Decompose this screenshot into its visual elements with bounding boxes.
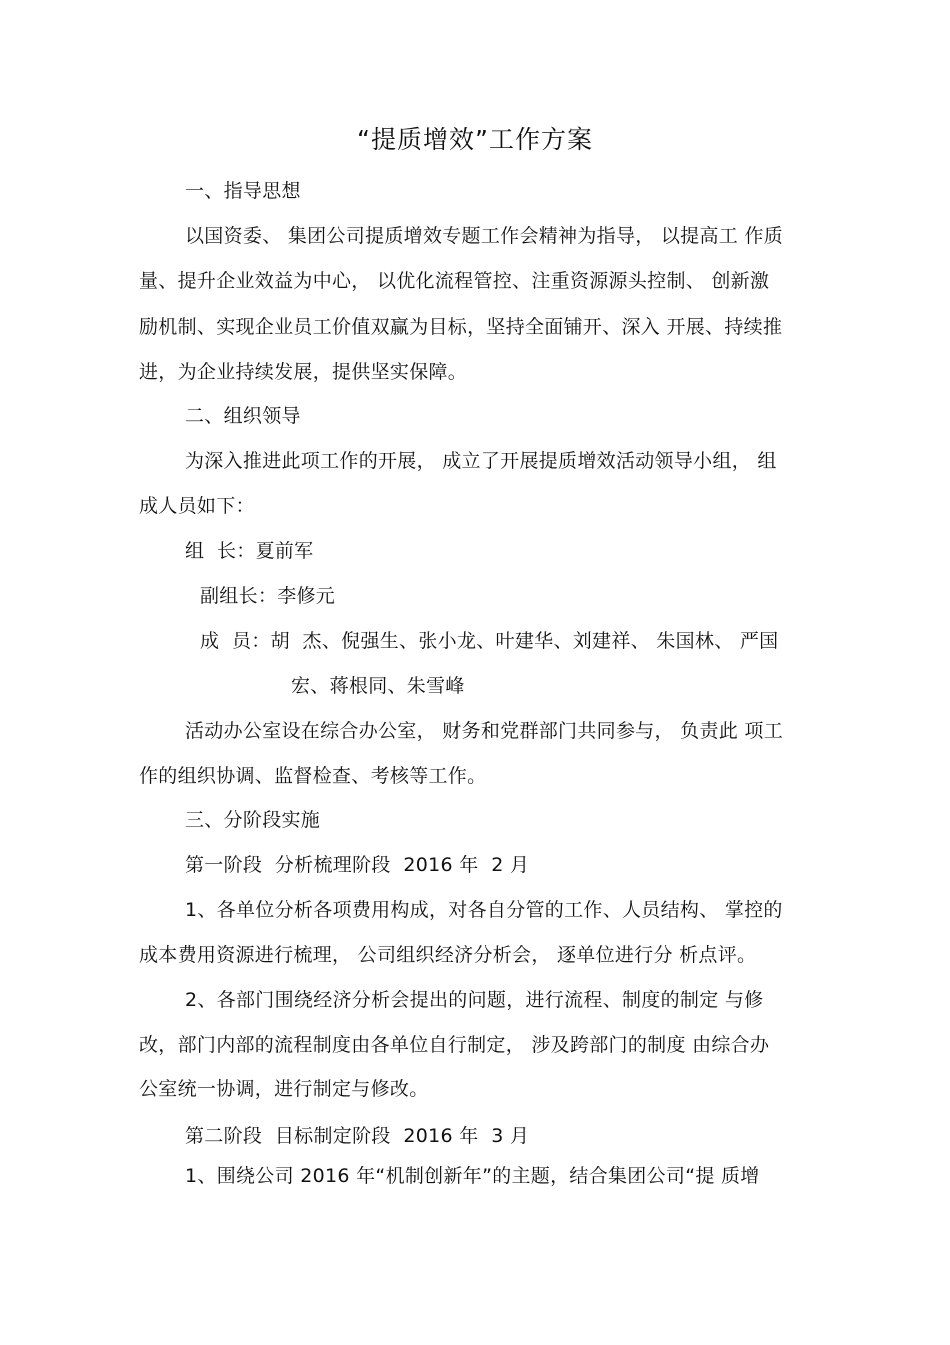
page-title: “提质增效”工作方案 bbox=[357, 125, 593, 154]
deputy-leader-line: 副组长：李修元 bbox=[200, 585, 336, 607]
paragraph-line: 改，部门内部的流程制度由各单位自行制定， 涉及跨部门的制度 由综合办 bbox=[139, 1034, 770, 1056]
paragraph-line: 1、各单位分析各项费用构成，对各自分管的工作、人员结构、 掌控的 bbox=[185, 899, 783, 921]
paragraph-line: 量、提升企业效益为中心， 以优化流程管控、注重资源源头控制、 创新激 bbox=[139, 270, 770, 292]
paragraph-line: 为深入推进此项工作的开展， 成立了开展提质增效活动领导小组， 组 bbox=[185, 450, 777, 472]
team-leader-line: 组 长：夏前军 bbox=[185, 540, 314, 562]
section-heading-guiding-thought: 一、指导思想 bbox=[185, 180, 301, 202]
phase-heading-first: 第一阶段 分析梳理阶段 2016 年 2 月 bbox=[185, 854, 530, 876]
members-line-continued: 宏、蒋根同、朱雪峰 bbox=[291, 675, 465, 697]
phase-heading-second: 第二阶段 目标制定阶段 2016 年 3 月 bbox=[185, 1125, 530, 1147]
paragraph-line: 成人员如下： bbox=[139, 495, 255, 517]
section-heading-organization: 二、组织领导 bbox=[185, 405, 301, 427]
section-heading-phased-implementation: 三、分阶段实施 bbox=[185, 809, 321, 831]
paragraph-line: 成本费用资源进行梳理， 公司组织经济分析会， 逐单位进行分 析点评。 bbox=[139, 944, 757, 966]
paragraph-line: 作的组织协调、监督检查、考核等工作。 bbox=[139, 765, 487, 787]
paragraph-line: 1、围绕公司 2016 年“机制创新年”的主题，结合集团公司“提 质增 bbox=[185, 1165, 760, 1187]
paragraph-line: 励机制、实现企业员工价值双赢为目标，坚持全面铺开、深入 开展、持续推 bbox=[139, 316, 783, 338]
paragraph-line: 2、各部门围绕经济分析会提出的问题，进行流程、制度的制定 与修 bbox=[185, 989, 764, 1011]
members-line: 成 员：胡 杰、倪强生、张小龙、叶建华、刘建祥、 朱国林、 严国 bbox=[200, 630, 779, 652]
paragraph-line: 公室统一协调，进行制定与修改。 bbox=[139, 1078, 429, 1100]
paragraph-line: 以国资委、 集团公司提质增效专题工作会精神为指导， 以提高工 作质 bbox=[185, 225, 784, 247]
paragraph-line: 活动办公室设在综合办公室， 财务和党群部门共同参与， 负责此 项工 bbox=[185, 720, 784, 742]
paragraph-line: 进，为企业持续发展，提供坚实保障。 bbox=[139, 361, 468, 383]
